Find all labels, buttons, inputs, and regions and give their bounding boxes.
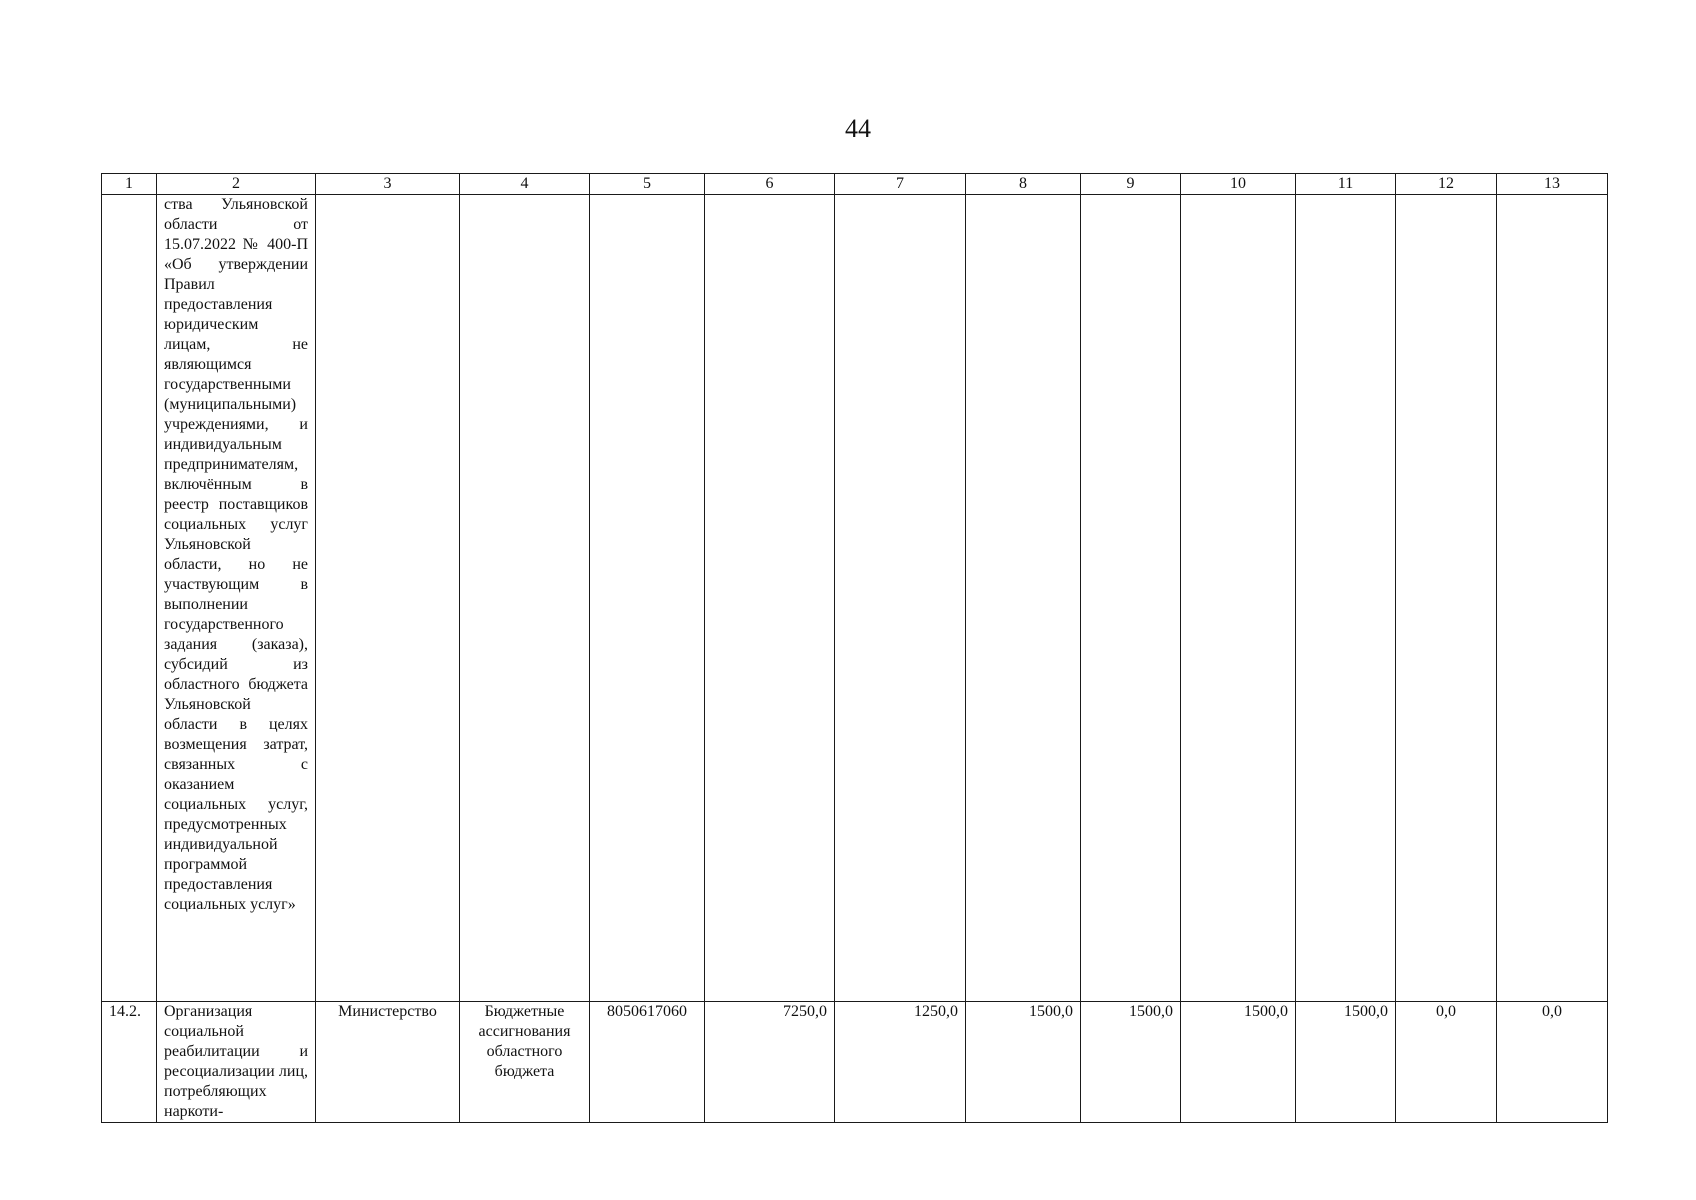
header-col-8: 8 bbox=[966, 174, 1081, 195]
header-col-7: 7 bbox=[835, 174, 966, 195]
amount-cell: 0,0 bbox=[1497, 1002, 1608, 1123]
header-col-1: 1 bbox=[102, 174, 157, 195]
header-col-6: 6 bbox=[705, 174, 835, 195]
empty-cell bbox=[460, 195, 590, 1002]
row-number-cell bbox=[102, 195, 157, 1002]
empty-cell bbox=[1081, 195, 1181, 1002]
budget-table bbox=[101, 173, 1608, 1123]
header-col-2: 2 bbox=[157, 174, 316, 195]
empty-cell bbox=[1396, 195, 1497, 1002]
total-cell: 7250,0 bbox=[705, 1002, 835, 1123]
header-col-11: 11 bbox=[1296, 174, 1396, 195]
description-cell: ства Ульяновской области от 15.07.2022 № 400-П «Об утверждении Правил предоставления юридическим лицам, не являющимся государственными (муниципальными) учреждениями, и индивидуальным предпринимателям, включённым в реестр поставщиков социальных услуг Ульяновской области, но не участвующим в выполнении государственного задания (заказа), субсидий из областного бюджета Ульяновской области в целях возмещения затрат, связанных с оказанием социальных услуг, предусмотренных индивидуальной программой предоставления социальных услуг» bbox=[157, 195, 316, 1002]
table-row bbox=[102, 1002, 1608, 1123]
header-col-13: 13 bbox=[1497, 174, 1608, 195]
funding-source-cell: Бюджетные ассигнования областного бюджета bbox=[460, 1002, 590, 1123]
header-col-10: 10 bbox=[1181, 174, 1296, 195]
header-col-5: 5 bbox=[590, 174, 705, 195]
table-row bbox=[102, 195, 1608, 1002]
empty-cell bbox=[1181, 195, 1296, 1002]
empty-cell bbox=[590, 195, 705, 1002]
header-col-3: 3 bbox=[316, 174, 460, 195]
header-row bbox=[102, 174, 1608, 195]
amount-cell: 1500,0 bbox=[1296, 1002, 1396, 1123]
header-col-12: 12 bbox=[1396, 174, 1497, 195]
page-number: 44 bbox=[845, 114, 871, 143]
executor-cell: Министерство bbox=[316, 1002, 460, 1123]
budget-code-cell: 8050617060 bbox=[590, 1002, 705, 1123]
empty-cell bbox=[835, 195, 966, 1002]
amount-cell: 1500,0 bbox=[1081, 1002, 1181, 1123]
amount-cell: 1500,0 bbox=[1181, 1002, 1296, 1123]
header-col-9: 9 bbox=[1081, 174, 1181, 195]
empty-cell bbox=[1296, 195, 1396, 1002]
empty-cell bbox=[705, 195, 835, 1002]
empty-cell bbox=[316, 195, 460, 1002]
description-cell: Организация социальной реабилитации и ресоциализации лиц, потребляющих наркоти- bbox=[157, 1002, 316, 1123]
amount-cell: 0,0 bbox=[1396, 1002, 1497, 1123]
amount-cell: 1250,0 bbox=[835, 1002, 966, 1123]
empty-cell bbox=[966, 195, 1081, 1002]
empty-cell bbox=[1497, 195, 1608, 1002]
header-col-4: 4 bbox=[460, 174, 590, 195]
row-number-cell: 14.2. bbox=[102, 1002, 157, 1123]
amount-cell: 1500,0 bbox=[966, 1002, 1081, 1123]
